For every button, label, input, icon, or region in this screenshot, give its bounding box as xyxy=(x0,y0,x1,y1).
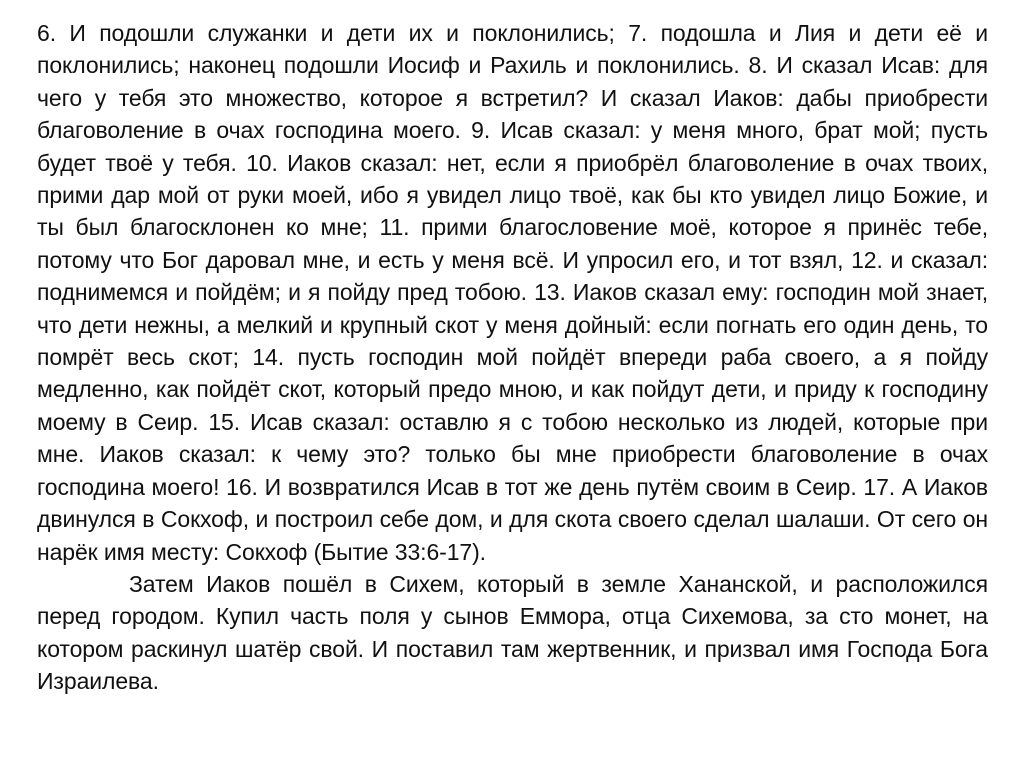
paragraph-shechem: Затем Иаков пошёл в Сихем, который в земле Хананской, и расположился перед городом. Купил часть поля у сынов Еммора, отца Сихемова, за сто монет, на котором раскинул шатёр свой. И поставил там жертвенник, и призвал имя Господа Бога Израилева. xyxy=(37,570,988,695)
paragraph-genesis-33: 6. И подошли служанки и дети их и поклонились; 7. подошла и Лия и дети её и поклонились; наконец подошли Иосиф и Рахиль и поклонились. 8. И сказал Исав: для чего у тебя это множество, которое я встретил? И сказал Иаков: дабы приобрести благоволение в очах господина моего. 9. Исав сказал: у меня много, брат мой; пусть будет твоё у тебя. 10. Иаков сказал: нет, если я приобрёл благоволение в очах твоих, прими дар мой от руки моей, ибо я увидел лицо твоё, как бы кто увидел лицо Божие, и ты был благосклонен ко мне; 11. прими благословение моё, которое я принёс тебе, потому что Бог даровал мне, и есть у меня всё. И упросил его, и тот взял, 12. и сказал: поднимемся и пойдём; и я пойду пред тобою. 13. Иаков сказал ему: господин мой знает, что дети нежны, а мелкий и крупный скот у меня дойный: если погнать его один день, то помрёт весь скот; 14. пусть господин мой пойдёт впереди раба своего, а я пойду медленно, как пойдёт скот, который предо мною, и как пойдут дети, и приду к господину моему в Сеир. 15. Исав сказал: оставлю я с тобою несколько из людей, которые при мне. Иаков сказал: к чему это? только бы мне приобрести благоволение в очах господина моего! 16. И возвратился Исав в тот же день путём своим в Сеир. 17. А Иаков двинулся в Сокхоф, и построил себе дом, и для скота своего сделал шалаши. От сего он нарёк имя месту: Сокхоф (Бытие 33:6-17). xyxy=(37,20,988,565)
slide-text-body xyxy=(37,17,988,698)
